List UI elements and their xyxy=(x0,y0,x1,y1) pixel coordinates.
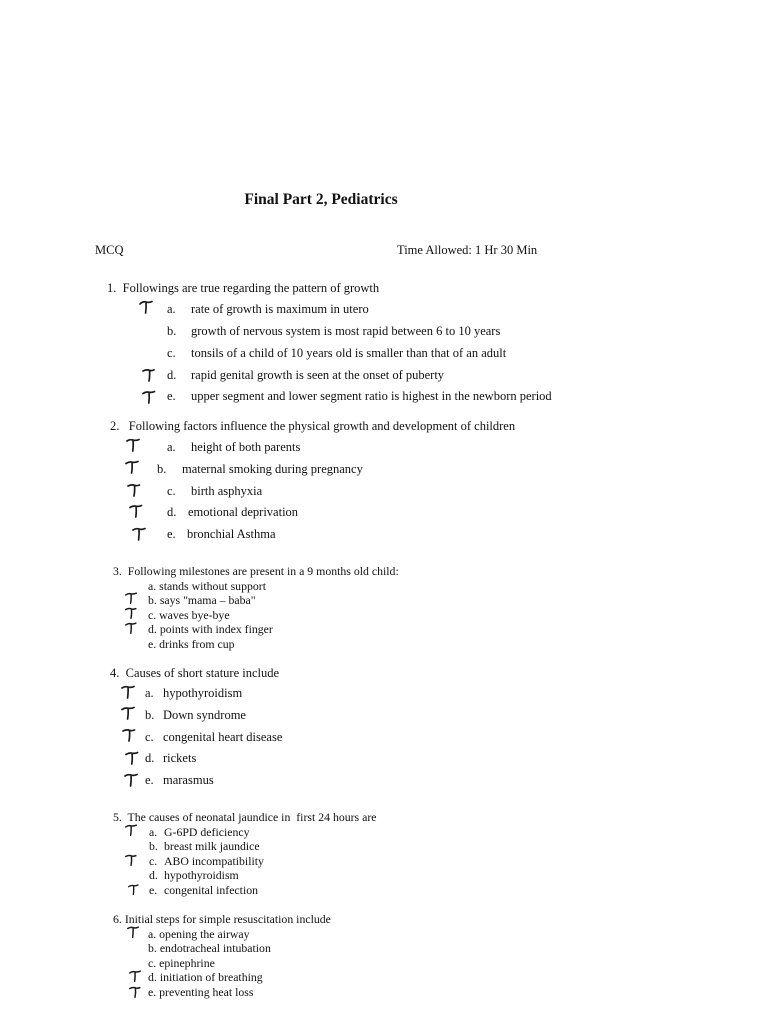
option-text: drinks from cup xyxy=(159,637,235,651)
option-text: stands without support xyxy=(159,579,266,593)
question-5-option-b xyxy=(149,839,260,854)
option-letter: b. xyxy=(148,941,157,955)
question-number: 6. xyxy=(113,912,122,926)
answer-mark-icon xyxy=(141,389,157,405)
answer-mark-icon xyxy=(124,459,140,475)
answer-mark-icon xyxy=(127,883,140,896)
answer-mark-icon xyxy=(124,591,138,605)
option-letter: b. xyxy=(148,593,157,607)
answer-mark-icon xyxy=(131,526,147,542)
option-letter: d. xyxy=(148,970,157,984)
question-3-option-e xyxy=(148,637,235,652)
option-letter: e. xyxy=(167,527,176,541)
option-text: growth of nervous system is most rapid between 6 to 10 years xyxy=(191,324,501,338)
option-text: breast milk jaundice xyxy=(164,839,260,853)
option-text: birth asphyxia xyxy=(191,484,263,498)
question-6-option-e xyxy=(148,985,254,1000)
question-2-option-d xyxy=(167,505,298,520)
option-letter: a. xyxy=(167,302,176,316)
answer-mark-icon xyxy=(128,503,144,519)
question-4-option-a xyxy=(145,686,242,701)
option-letter: e. xyxy=(167,389,176,403)
question-4-heading xyxy=(110,666,279,681)
option-text: hypothyroidism xyxy=(164,868,239,882)
answer-mark-icon xyxy=(124,606,138,620)
option-text: initiation of breathing xyxy=(159,970,263,984)
option-text: congenital heart disease xyxy=(163,730,283,744)
question-4-option-c xyxy=(145,730,282,745)
question-5-option-e xyxy=(149,883,258,898)
question-6-heading xyxy=(113,912,331,927)
option-letter: b. xyxy=(167,324,177,338)
option-letter: b. xyxy=(149,839,158,853)
option-text: waves bye-bye xyxy=(159,608,230,622)
answer-mark-icon xyxy=(120,684,136,700)
option-letter: d. xyxy=(148,622,157,636)
option-letter: d. xyxy=(167,368,177,382)
answer-mark-icon xyxy=(123,772,139,788)
option-letter: a. xyxy=(167,440,176,454)
option-letter: c. xyxy=(148,608,157,622)
question-6-option-a xyxy=(148,927,250,942)
question-3-option-a xyxy=(148,579,266,594)
question-6-option-c xyxy=(148,956,215,971)
option-letter: a. xyxy=(148,579,157,593)
option-letter: c. xyxy=(167,346,176,360)
option-letter: b. xyxy=(145,708,155,722)
option-letter: d. xyxy=(145,751,155,765)
page-title: Final Part 2, Pediatrics xyxy=(244,191,398,208)
option-letter: c. xyxy=(149,854,158,868)
option-text: says "mama – baba" xyxy=(159,593,256,607)
option-text: endotracheal intubation xyxy=(159,941,271,955)
answer-mark-icon xyxy=(126,925,140,939)
option-letter: e. xyxy=(145,773,154,787)
question-number: 1. xyxy=(107,281,117,295)
question-1-option-a xyxy=(167,302,369,317)
answer-mark-icon xyxy=(124,823,138,837)
question-2-option-c xyxy=(167,484,262,499)
option-text: upper segment and lower segment ratio is highest in the newborn period xyxy=(191,389,552,403)
question-text: The causes of neonatal jaundice in first 24 hours are xyxy=(127,810,377,824)
time-allowed: Time Allowed: 1 Hr 30 Min xyxy=(397,243,538,257)
question-4-option-e xyxy=(145,773,214,788)
option-text: G-6PD deficiency xyxy=(164,825,250,839)
option-text: preventing heat loss xyxy=(159,985,254,999)
question-5-option-a xyxy=(149,825,250,840)
question-1-option-d xyxy=(167,368,444,383)
option-letter: c. xyxy=(167,484,176,498)
answer-mark-icon xyxy=(124,621,138,635)
question-5-heading xyxy=(113,810,377,825)
answer-mark-icon xyxy=(125,437,141,453)
answer-mark-icon xyxy=(120,705,136,721)
question-number: 4. xyxy=(110,666,120,680)
question-text: Initial steps for simple resuscitation include xyxy=(124,912,331,926)
question-2-option-b xyxy=(157,462,363,477)
answer-mark-icon xyxy=(121,727,137,743)
answer-mark-icon xyxy=(128,969,142,983)
answer-mark-icon xyxy=(138,299,154,315)
question-1-heading xyxy=(107,281,379,296)
option-text: bronchial Asthma xyxy=(187,527,276,541)
option-letter: a. xyxy=(149,825,158,839)
option-letter: a. xyxy=(145,686,154,700)
option-letter: e. xyxy=(149,883,158,897)
option-letter: c. xyxy=(148,956,157,970)
question-text: Following factors influence the physical growth and development of children xyxy=(128,419,516,433)
question-2-option-a xyxy=(167,440,300,455)
option-letter: b. xyxy=(157,462,167,476)
question-text: Causes of short stature include xyxy=(125,666,280,680)
question-1-option-c xyxy=(167,346,506,361)
option-letter: e. xyxy=(148,637,157,651)
question-text: Following milestones are present in a 9 months old child: xyxy=(127,564,399,578)
option-text: congenital infection xyxy=(164,883,259,897)
answer-mark-icon xyxy=(126,482,142,498)
option-text: rate of growth is maximum in utero xyxy=(191,302,369,316)
question-1-option-e xyxy=(167,389,552,404)
option-text: height of both parents xyxy=(191,440,301,454)
question-3-option-d xyxy=(148,622,273,637)
option-text: tonsils of a child of 10 years old is smaller than that of an adult xyxy=(191,346,507,360)
question-3-option-c xyxy=(148,608,230,623)
option-text: opening the airway xyxy=(159,927,250,941)
question-number: 5. xyxy=(113,810,122,824)
question-6-option-b xyxy=(148,941,271,956)
option-letter: a. xyxy=(148,927,157,941)
question-number: 3. xyxy=(113,564,122,578)
question-3-heading xyxy=(113,564,399,579)
question-2-option-e xyxy=(167,527,276,542)
option-text: rapid genital growth is seen at the onset of puberty xyxy=(191,368,445,382)
option-text: points with index finger xyxy=(159,622,273,636)
option-letter: d. xyxy=(149,868,158,882)
option-text: hypothyroidism xyxy=(163,686,243,700)
option-text: Down syndrome xyxy=(163,708,246,722)
answer-mark-icon xyxy=(124,853,138,867)
answer-mark-icon xyxy=(128,985,142,999)
question-number: 2. xyxy=(110,419,120,433)
option-text: emotional deprivation xyxy=(188,505,299,519)
question-2-heading xyxy=(110,419,515,434)
answer-mark-icon xyxy=(141,367,157,383)
option-text: marasmus xyxy=(163,773,214,787)
question-4-option-b xyxy=(145,708,246,723)
option-letter: d. xyxy=(167,505,177,519)
option-text: maternal smoking during pregnancy xyxy=(182,462,363,476)
section-label: MCQ xyxy=(95,243,124,257)
option-letter: e. xyxy=(148,985,157,999)
question-5-option-c xyxy=(149,854,264,869)
question-1-option-b xyxy=(167,324,500,339)
option-text: rickets xyxy=(163,751,197,765)
option-text: epinephrine xyxy=(159,956,215,970)
answer-mark-icon xyxy=(124,750,140,766)
option-letter: c. xyxy=(145,730,154,744)
question-5-option-d xyxy=(149,868,239,883)
question-text: Followings are true regarding the pattern of growth xyxy=(122,281,380,295)
option-text: ABO incompatibility xyxy=(164,854,264,868)
question-4-option-d xyxy=(145,751,196,766)
question-3-option-b xyxy=(148,593,256,608)
question-6-option-d xyxy=(148,970,263,985)
